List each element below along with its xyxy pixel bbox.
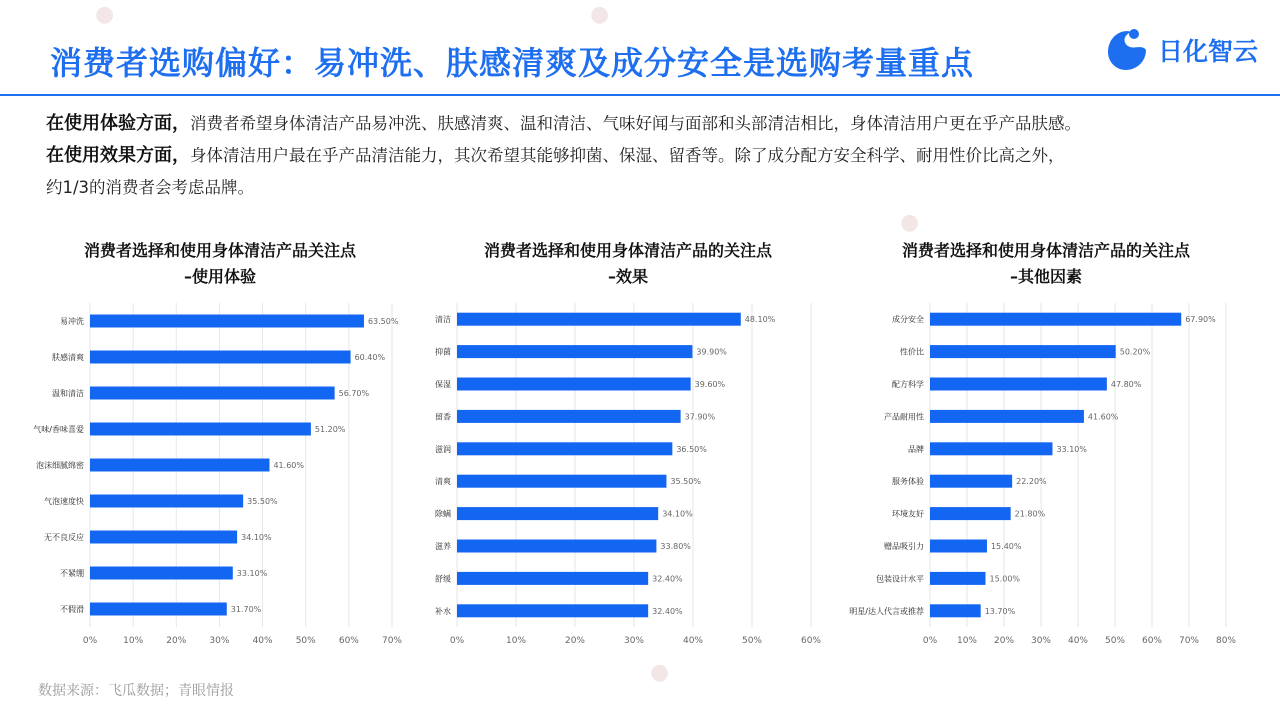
x-tick-label: 50% xyxy=(741,636,763,646)
category-label: 滋养 xyxy=(435,542,451,551)
x-tick-label: 30% xyxy=(1030,636,1052,646)
chart-3-title: 消费者选择和使用身体清洁产品的关注点 –其他因素 xyxy=(901,241,1190,286)
data-label: 22.20% xyxy=(1016,477,1047,487)
chart-usage-experience xyxy=(0,295,420,655)
category-label: 不紧绷 xyxy=(60,569,84,578)
category-label: 保湿 xyxy=(435,380,451,389)
x-tick-label: 60% xyxy=(1141,636,1163,646)
category-label: 包装设计水平 xyxy=(876,574,924,584)
data-label: 39.60% xyxy=(694,380,726,389)
data-label: 50.20% xyxy=(1119,347,1151,357)
category-label: 除螨 xyxy=(435,509,451,519)
intro-text xyxy=(46,108,1256,204)
bar xyxy=(930,378,1107,391)
bar xyxy=(930,540,987,553)
x-tick-label: 20% xyxy=(993,636,1015,646)
category-label: 温和清洁 xyxy=(52,389,84,398)
x-tick-label: 70% xyxy=(1178,636,1200,646)
watermark: ● xyxy=(650,660,670,685)
data-label: 41.60% xyxy=(273,461,304,470)
intro-paragraph-experience: 在使用体验方面，消费者希望身体清洁产品易冲洗、肤感清爽、温和清洁、气味好闻与面部和头部清洁相比，身体清洁用户更在乎产品肤感。 xyxy=(46,113,1081,134)
category-label: 气泡速度快 xyxy=(44,497,84,506)
bar xyxy=(90,495,243,508)
category-label: 肤感清爽 xyxy=(52,353,84,362)
category-label: 留香 xyxy=(435,412,451,422)
bar xyxy=(930,345,1116,358)
intro-paragraph-effect: 在使用效果方面，身体清洁用户最在乎产品清洁能力，其次希望其能够抑菌、保湿、留香等。除了成分配方安全科学、耐用性价比高之外， xyxy=(46,145,1065,166)
data-label: 36.50% xyxy=(676,444,707,454)
data-label: 21.80% xyxy=(1014,509,1046,519)
data-label: 33.10% xyxy=(236,569,268,578)
category-label: 成分安全 xyxy=(892,315,924,325)
bar xyxy=(457,313,741,326)
x-tick-label: 70% xyxy=(381,636,403,646)
category-label: 性价比 xyxy=(900,347,924,357)
x-tick-label: 0% xyxy=(449,636,465,646)
bar xyxy=(457,540,656,553)
chart-effect xyxy=(420,295,840,655)
data-label: 31.70% xyxy=(230,605,262,614)
data-source-note: 数据来源：飞瓜数据；青眼情报 xyxy=(38,683,234,699)
category-label: 环境友好 xyxy=(892,509,924,519)
category-label: 无不良反应 xyxy=(44,533,84,542)
data-label: 33.80% xyxy=(660,542,691,551)
category-label: 舒缓 xyxy=(435,574,451,584)
category-label: 抑菌 xyxy=(435,347,451,357)
chart-other-factors xyxy=(840,295,1260,655)
bar xyxy=(90,423,311,436)
data-label: 67.90% xyxy=(1185,315,1216,325)
x-tick-label: 40% xyxy=(252,636,273,646)
category-label: 清洁 xyxy=(435,315,451,325)
category-label: 清爽 xyxy=(435,477,451,487)
category-label: 配方科学 xyxy=(892,380,924,389)
bar xyxy=(90,567,233,580)
data-label: 60.40% xyxy=(354,353,386,362)
watermark: ● xyxy=(900,210,920,235)
x-tick-label: 30% xyxy=(623,636,645,646)
data-label: 34.10% xyxy=(241,533,272,542)
x-tick-label: 20% xyxy=(564,636,586,646)
bar xyxy=(90,315,364,328)
x-tick-label: 10% xyxy=(123,636,144,646)
category-label: 明星/达人代言或推荐 xyxy=(849,606,924,616)
category-label: 气味/香味喜爱 xyxy=(33,425,84,434)
bar xyxy=(457,507,658,520)
bar xyxy=(90,387,335,400)
x-tick-label: 30% xyxy=(209,636,230,646)
category-label: 产品耐用性 xyxy=(884,412,924,422)
data-label: 32.40% xyxy=(652,606,683,616)
category-label: 服务体验 xyxy=(892,477,924,487)
category-label: 补水 xyxy=(435,606,451,616)
x-tick-label: 10% xyxy=(505,636,527,646)
data-label: 47.80% xyxy=(1110,380,1142,389)
x-tick-label: 20% xyxy=(166,636,187,646)
data-label: 35.50% xyxy=(247,497,278,506)
x-tick-label: 60% xyxy=(800,636,822,646)
brand-logo xyxy=(1102,24,1259,74)
x-tick-label: 50% xyxy=(295,636,316,646)
header xyxy=(0,0,1280,94)
bar xyxy=(930,313,1181,326)
x-tick-label: 50% xyxy=(1104,636,1126,646)
bar xyxy=(457,604,648,617)
bar xyxy=(930,604,981,617)
data-label: 51.20% xyxy=(314,425,346,434)
data-label: 48.10% xyxy=(744,315,776,325)
bar xyxy=(457,378,691,391)
chart-1-title: 消费者选择和使用身体清洁产品关注点 –使用体验 xyxy=(83,241,356,286)
data-label: 33.10% xyxy=(1056,444,1087,454)
data-label: 34.10% xyxy=(662,509,693,519)
bar xyxy=(930,442,1052,455)
data-label: 35.50% xyxy=(670,477,701,487)
x-tick-label: 0% xyxy=(922,636,938,646)
bar xyxy=(930,475,1012,488)
bar xyxy=(457,345,692,358)
brand-logo-icon xyxy=(1102,24,1152,74)
category-label: 品牌 xyxy=(908,444,924,454)
brand-logo-text: 日化智云 xyxy=(1158,37,1259,66)
category-label: 泡沫细腻绵密 xyxy=(36,461,84,470)
data-label: 15.00% xyxy=(989,574,1021,584)
category-label: 赠品吸引力 xyxy=(884,542,924,551)
bar xyxy=(90,531,237,544)
x-tick-label: 40% xyxy=(1067,636,1089,646)
watermark: ● xyxy=(590,2,610,27)
bar xyxy=(457,475,666,488)
bar xyxy=(90,603,227,616)
bar xyxy=(930,507,1011,520)
bar xyxy=(457,410,681,423)
data-label: 39.90% xyxy=(696,347,727,357)
category-label: 易冲洗 xyxy=(60,317,84,326)
category-label: 滋润 xyxy=(435,444,451,454)
intro-paragraph-brand: 约1/3的消费者会考虑品牌。 xyxy=(46,178,255,197)
header-divider xyxy=(0,94,1280,96)
bar xyxy=(90,459,269,472)
data-label: 13.70% xyxy=(984,606,1016,616)
data-label: 63.50% xyxy=(367,317,399,326)
bar xyxy=(930,572,986,585)
bar xyxy=(457,572,648,585)
bar xyxy=(90,351,351,364)
watermark: ● xyxy=(95,2,115,27)
data-label: 41.60% xyxy=(1087,412,1119,422)
chart-2-title: 消费者选择和使用身体清洁产品的关注点 –效果 xyxy=(483,241,772,286)
bar xyxy=(457,442,672,455)
x-tick-label: 60% xyxy=(338,636,359,646)
x-tick-label: 10% xyxy=(956,636,978,646)
category-label: 不假滑 xyxy=(60,605,84,614)
data-label: 32.40% xyxy=(652,574,683,584)
data-label: 15.40% xyxy=(990,542,1022,551)
data-label: 37.90% xyxy=(684,412,716,422)
x-tick-label: 0% xyxy=(82,636,98,646)
page-title: 消费者选购偏好：易冲洗、肤感清爽及成分安全是选购考量重点 xyxy=(50,44,975,82)
bar xyxy=(930,410,1084,423)
x-tick-label: 80% xyxy=(1215,636,1237,646)
data-label: 56.70% xyxy=(338,389,370,398)
x-tick-label: 40% xyxy=(682,636,704,646)
